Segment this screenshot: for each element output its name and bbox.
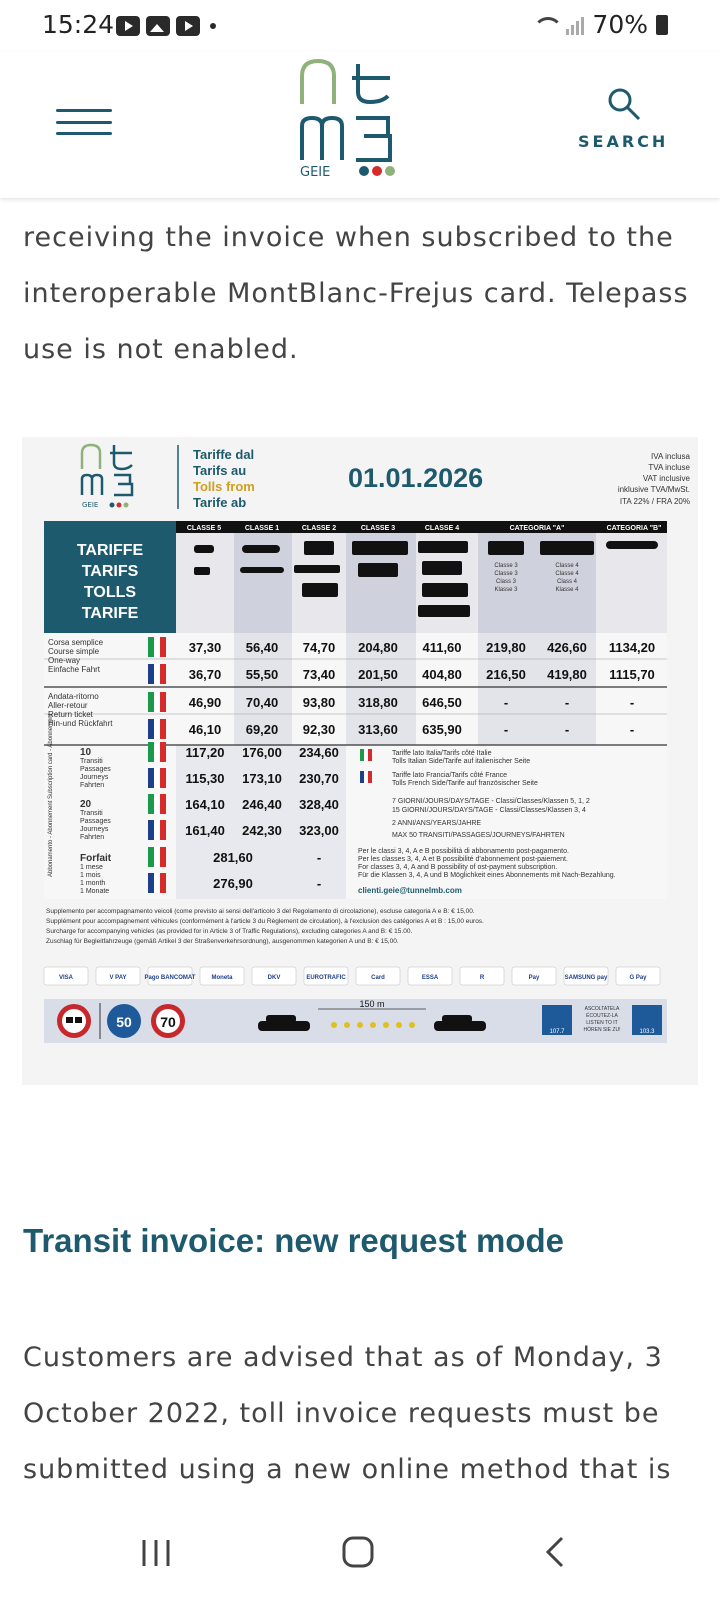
sub20-label: 20	[80, 799, 92, 810]
supplement-line: Surcharge for accompanying vehicles (as provided for in Article 3 of Traffic Regulations), excluding categories A and B: € 15.00.	[46, 928, 413, 935]
class-header: CLASSE 1	[244, 525, 280, 532]
price-cell: 419,80	[547, 667, 587, 682]
price-cell: 313,60	[358, 722, 398, 737]
payment-logo	[96, 967, 140, 985]
forfait-price-cell: -	[316, 876, 322, 891]
italy-flag-icon	[148, 692, 166, 712]
payment-logo-label: Moneta	[211, 975, 233, 981]
status-bar	[0, 0, 720, 52]
gallery-notification-icon	[146, 16, 170, 36]
payment-logo-label: Pay	[528, 975, 540, 981]
price-cell: 411,60	[422, 640, 462, 655]
payment-logo	[616, 967, 660, 985]
price-cell: 55,50	[245, 667, 279, 682]
italy-flag-icon	[148, 847, 166, 867]
back-icon[interactable]	[530, 1530, 590, 1574]
sub10-label: Journeys	[80, 774, 109, 781]
price-cell: 69,20	[245, 722, 279, 737]
signal-icon	[566, 15, 584, 35]
cat-a-sub: Classe 3	[494, 571, 518, 577]
cat-a-sub: Classe 4	[555, 563, 579, 569]
payment-logo-label: V PAY	[109, 975, 127, 981]
legend-line: 15 GIORNI/JOURS/DAYS/TAGE - Classi/Classes/Klassen 3, 4	[392, 807, 586, 814]
price-cell: 56,40	[245, 640, 279, 655]
section-title: Transit invoice: new request mode	[23, 1222, 564, 1259]
speed-max: 70	[160, 1014, 176, 1030]
subscription-price-cell: 176,00	[242, 745, 282, 760]
class-header: CLASSE 2	[301, 525, 337, 532]
single-label: One-way	[48, 656, 81, 665]
system-icons	[532, 10, 668, 39]
title-line-4: Tarife ab	[193, 495, 247, 510]
price-cell: 36,70	[188, 667, 222, 682]
radio-freq: 107.7	[549, 1029, 565, 1035]
italy-flag-icon	[148, 637, 166, 657]
forfait-label: 1 mois	[80, 872, 101, 879]
return-label: Aller-retour	[48, 701, 88, 710]
return-label: Return ticket	[48, 710, 93, 719]
price-cell: 204,80	[358, 640, 398, 655]
menu-icon[interactable]	[56, 109, 112, 135]
side-header: TARIFE	[81, 605, 139, 622]
france-flag-icon	[148, 719, 166, 739]
payment-logo	[408, 967, 452, 985]
site-header	[0, 52, 720, 198]
legend-line: 2 ANNI/ANS/YEARS/JAHRE	[392, 820, 482, 827]
price-cell: 635,90	[422, 722, 462, 737]
price-cell: -	[564, 722, 570, 737]
legend-line: Tolls French Side/Tarife auf französischer Seite	[392, 780, 538, 787]
search-icon	[606, 86, 642, 122]
intro-paragraph: receiving the invoice when subscribed to the interoperable MontBlanc-Frejus card. Telepass use is not enabled.	[23, 222, 689, 365]
return-label: Andata-ritorno	[48, 692, 99, 701]
italy-flag-icon	[148, 794, 166, 814]
subscription-price-cell: 323,00	[299, 823, 339, 838]
price-cell: 92,30	[302, 722, 336, 737]
payment-logo-label: ESSA	[421, 975, 439, 981]
body-paragraph: Customers are advised that as of Monday, 3 October 2022, toll invoice requests must be submitted using a new online method that is	[23, 1342, 672, 1485]
single-label: Corsa semplice	[48, 638, 104, 647]
price-cell: 318,80	[358, 695, 398, 710]
return-label: Hin-und Rückfahrt	[48, 719, 113, 728]
legend-line: MAX 50 TRANSITI/PASSAGES/JOURNEYS/FAHRTEN	[392, 832, 565, 839]
cat-a-sub: Klasse 4	[555, 587, 579, 593]
distance-label: 150 m	[359, 999, 385, 1009]
subscription-price-cell: 234,60	[299, 745, 339, 760]
sub20-label: Passages	[80, 818, 111, 825]
subscription-price-cell: 115,30	[185, 771, 225, 786]
payment-logo	[304, 967, 348, 985]
price-cell: -	[503, 695, 509, 710]
battery-percentage: 70%	[592, 10, 648, 39]
price-cell: -	[564, 695, 570, 710]
payment-logo	[252, 967, 296, 985]
price-cell: 70,40	[245, 695, 279, 710]
subscription-price-cell: 328,40	[299, 797, 339, 812]
status-time: 15:24	[42, 10, 115, 39]
recent-apps-icon[interactable]	[128, 1530, 188, 1574]
tariff-table-image	[22, 437, 698, 1085]
payment-logo-label: R	[479, 975, 485, 981]
legend-line: 7 GIORNI/JOURS/DAYS/TAGE - Classi/Classes/Klassen 5, 1, 2	[392, 798, 590, 805]
single-label: Course simple	[48, 647, 100, 656]
side-header: TARIFS	[81, 563, 139, 580]
speed-min: 50	[116, 1014, 132, 1030]
vat-line: VAT inclusive	[642, 474, 690, 483]
price-cell: 73,40	[302, 667, 336, 682]
price-cell: -	[629, 695, 635, 710]
radio-text: ÉCOUTEZ-LA	[586, 1013, 618, 1019]
title-line-2: Tarifs au	[193, 463, 247, 478]
subscription-side-label: Abbonamento - Abonnement Subscription card - Abonnement	[48, 713, 54, 877]
payment-logo-label: G Pay	[629, 975, 647, 981]
payment-logo-label: EUROTRAFIC	[306, 975, 346, 981]
france-flag-icon	[148, 820, 166, 840]
payment-logo	[460, 967, 504, 985]
class-header: CATEGORIA "A"	[509, 525, 565, 532]
cat-a-sub: Class 3	[495, 579, 517, 585]
sub20-label: Fahrten	[80, 834, 105, 841]
post-payment: Für die Klassen 3, 4, A und B Möglichkeit eines Abonnements mit Nach-Bezahlung.	[358, 872, 616, 879]
france-flag-icon	[148, 873, 166, 893]
payment-logo-label: Card	[371, 975, 385, 981]
tmb-logo[interactable]	[300, 56, 400, 180]
wifi-icon	[532, 15, 558, 35]
logo-geie-text: GEIE	[300, 165, 331, 180]
home-icon[interactable]	[330, 1530, 390, 1574]
cat-a-sub: Klasse 3	[494, 587, 518, 593]
radio-text: LISTEN TO IT	[586, 1020, 618, 1026]
cat-a-sub: Class 4	[556, 579, 578, 585]
forfait-price-cell: 276,90	[213, 876, 253, 891]
subscription-price-cell: 246,40	[242, 797, 282, 812]
payment-logo	[200, 967, 244, 985]
price-cell: 1134,20	[608, 640, 656, 655]
price-cell: 37,30	[188, 640, 222, 655]
search-label: SEARCH	[578, 132, 669, 151]
battery-icon	[656, 15, 668, 35]
sub10-label: Passages	[80, 766, 111, 773]
price-cell: 216,50	[486, 667, 526, 682]
subscription-price-cell: 242,30	[242, 823, 282, 838]
search-button[interactable]	[576, 86, 672, 156]
supplement-line: Zuschlag für Begleitfahrzeuge (gemäß Artikel 3 der Straßenverkehrsordnung), ausgenommen kategorien A und B: € 15,00.	[46, 938, 399, 945]
vat-line: inklusive TVA/MwSt.	[617, 485, 690, 494]
payment-logo	[145, 967, 196, 985]
subscription-price-cell: 161,40	[185, 823, 225, 838]
cat-a-sub: Classe 3	[494, 563, 518, 569]
vat-line: TVA incluse	[648, 463, 690, 472]
price-cell: 46,10	[188, 722, 222, 737]
title-line-3: Tolls from	[193, 479, 255, 494]
sub10-label: Fahrten	[80, 782, 105, 789]
forfait-label: 1 month	[80, 880, 106, 887]
price-cell: 646,50	[422, 695, 462, 710]
price-cell: 46,90	[188, 695, 222, 710]
svg-text:GEIE: GEIE	[82, 501, 99, 509]
post-payment: For classes 3, 4, A and B possibility of ost-payment subscription.	[358, 864, 558, 871]
france-flag-icon	[148, 768, 166, 788]
contact-email: clienti.geie@tunnelmb.com	[358, 886, 462, 895]
sub20-label: Journeys	[80, 826, 109, 833]
payment-logo-label: VISA	[58, 975, 74, 981]
legend-line: Tolls Italian Side/Tarife auf italienischer Seite	[392, 758, 531, 765]
vat-line: ITA 22% / FRA 20%	[619, 497, 690, 506]
price-cell: -	[503, 722, 509, 737]
price-cell: 426,60	[547, 640, 587, 655]
forfait-price-cell: -	[316, 850, 322, 865]
legend-line: Tariffe lato Francia/Tarifs côté France	[392, 772, 508, 779]
sub10-label: 10	[80, 747, 92, 758]
forfait-price-cell: 281,60	[213, 850, 253, 865]
subscription-price-cell: 117,20	[185, 745, 225, 760]
price-cell: 404,80	[422, 667, 462, 682]
supplement-line: Supplément pour accompagnement véhicules (conformément à l'article 3 du Règlement de circulation), à l'exclusion des catégories A et B : 15,00 euros.	[46, 918, 484, 925]
class-header: CLASSE 5	[186, 525, 222, 532]
payment-logo	[512, 967, 556, 985]
title-line-1: Tariffe dal	[193, 447, 255, 462]
single-label: Einfache Fahrt	[48, 665, 101, 674]
more-notifications-icon	[210, 23, 216, 29]
vat-line: IVA inclusa	[651, 452, 690, 461]
class-header: CLASSE 3	[360, 525, 396, 532]
forfait-label: 1 mese	[80, 864, 103, 871]
subscription-price-cell: 164,10	[185, 797, 225, 812]
sub10-label: Transiti	[80, 758, 103, 765]
supplement-line: Supplemento per accompagnamento veicoli (come previsto ai sensi dell'articolo 3 del Regolamento di circolazione), escluse categoria A e B: € 15,00.	[46, 908, 475, 915]
class-header: CLASSE 4	[424, 525, 460, 532]
legend-line: Tariffe lato Italia/Tarifs côté Italie	[392, 750, 492, 757]
payment-logo	[356, 967, 400, 985]
payment-logo-label: DKV	[267, 975, 281, 981]
tariff-date: 01.01.2026	[348, 463, 484, 493]
radio-text: HÖREN SIE ZU!	[583, 1027, 621, 1033]
notification-icons	[116, 16, 216, 36]
france-flag-icon	[148, 664, 166, 684]
radio-text: ASCOLTATELA	[584, 1006, 620, 1012]
price-cell: 201,50	[358, 667, 398, 682]
youtube-notification-icon	[116, 16, 140, 36]
price-cell: 74,70	[302, 640, 336, 655]
side-header: TOLLS	[83, 584, 137, 601]
sub20-label: Transiti	[80, 810, 103, 817]
payment-logo-label: SAMSUNG pay	[564, 975, 608, 981]
class-header: CATEGORIA "B"	[606, 525, 662, 532]
subscription-price-cell: 173,10	[242, 771, 282, 786]
forfait-label: Forfait	[80, 853, 112, 864]
android-nav-bar	[0, 1500, 720, 1600]
radio-freq: 103.3	[639, 1029, 655, 1035]
youtube-notification-icon	[176, 16, 200, 36]
payment-logo	[564, 967, 608, 985]
forfait-label: 1 Monate	[80, 888, 110, 895]
price-cell: -	[629, 722, 635, 737]
price-cell: 93,80	[302, 695, 336, 710]
subscription-price-cell: 230,70	[299, 771, 339, 786]
italy-flag-icon	[148, 742, 166, 762]
price-cell: 1115,70	[609, 667, 655, 682]
price-cell: 219,80	[486, 640, 526, 655]
payment-logo	[44, 967, 88, 985]
cat-a-sub: Classe 4	[555, 571, 579, 577]
payment-logo-label: Pago BANCOMAT	[144, 975, 196, 981]
side-header: TARIFFE	[76, 542, 144, 559]
post-payment: Per le classi 3, 4, A e B possibilità di abbonamento post-pagamento.	[358, 848, 569, 855]
post-payment: Per les classes 3, 4, A et B possibilité d'abonnement post-paiement.	[358, 856, 568, 863]
